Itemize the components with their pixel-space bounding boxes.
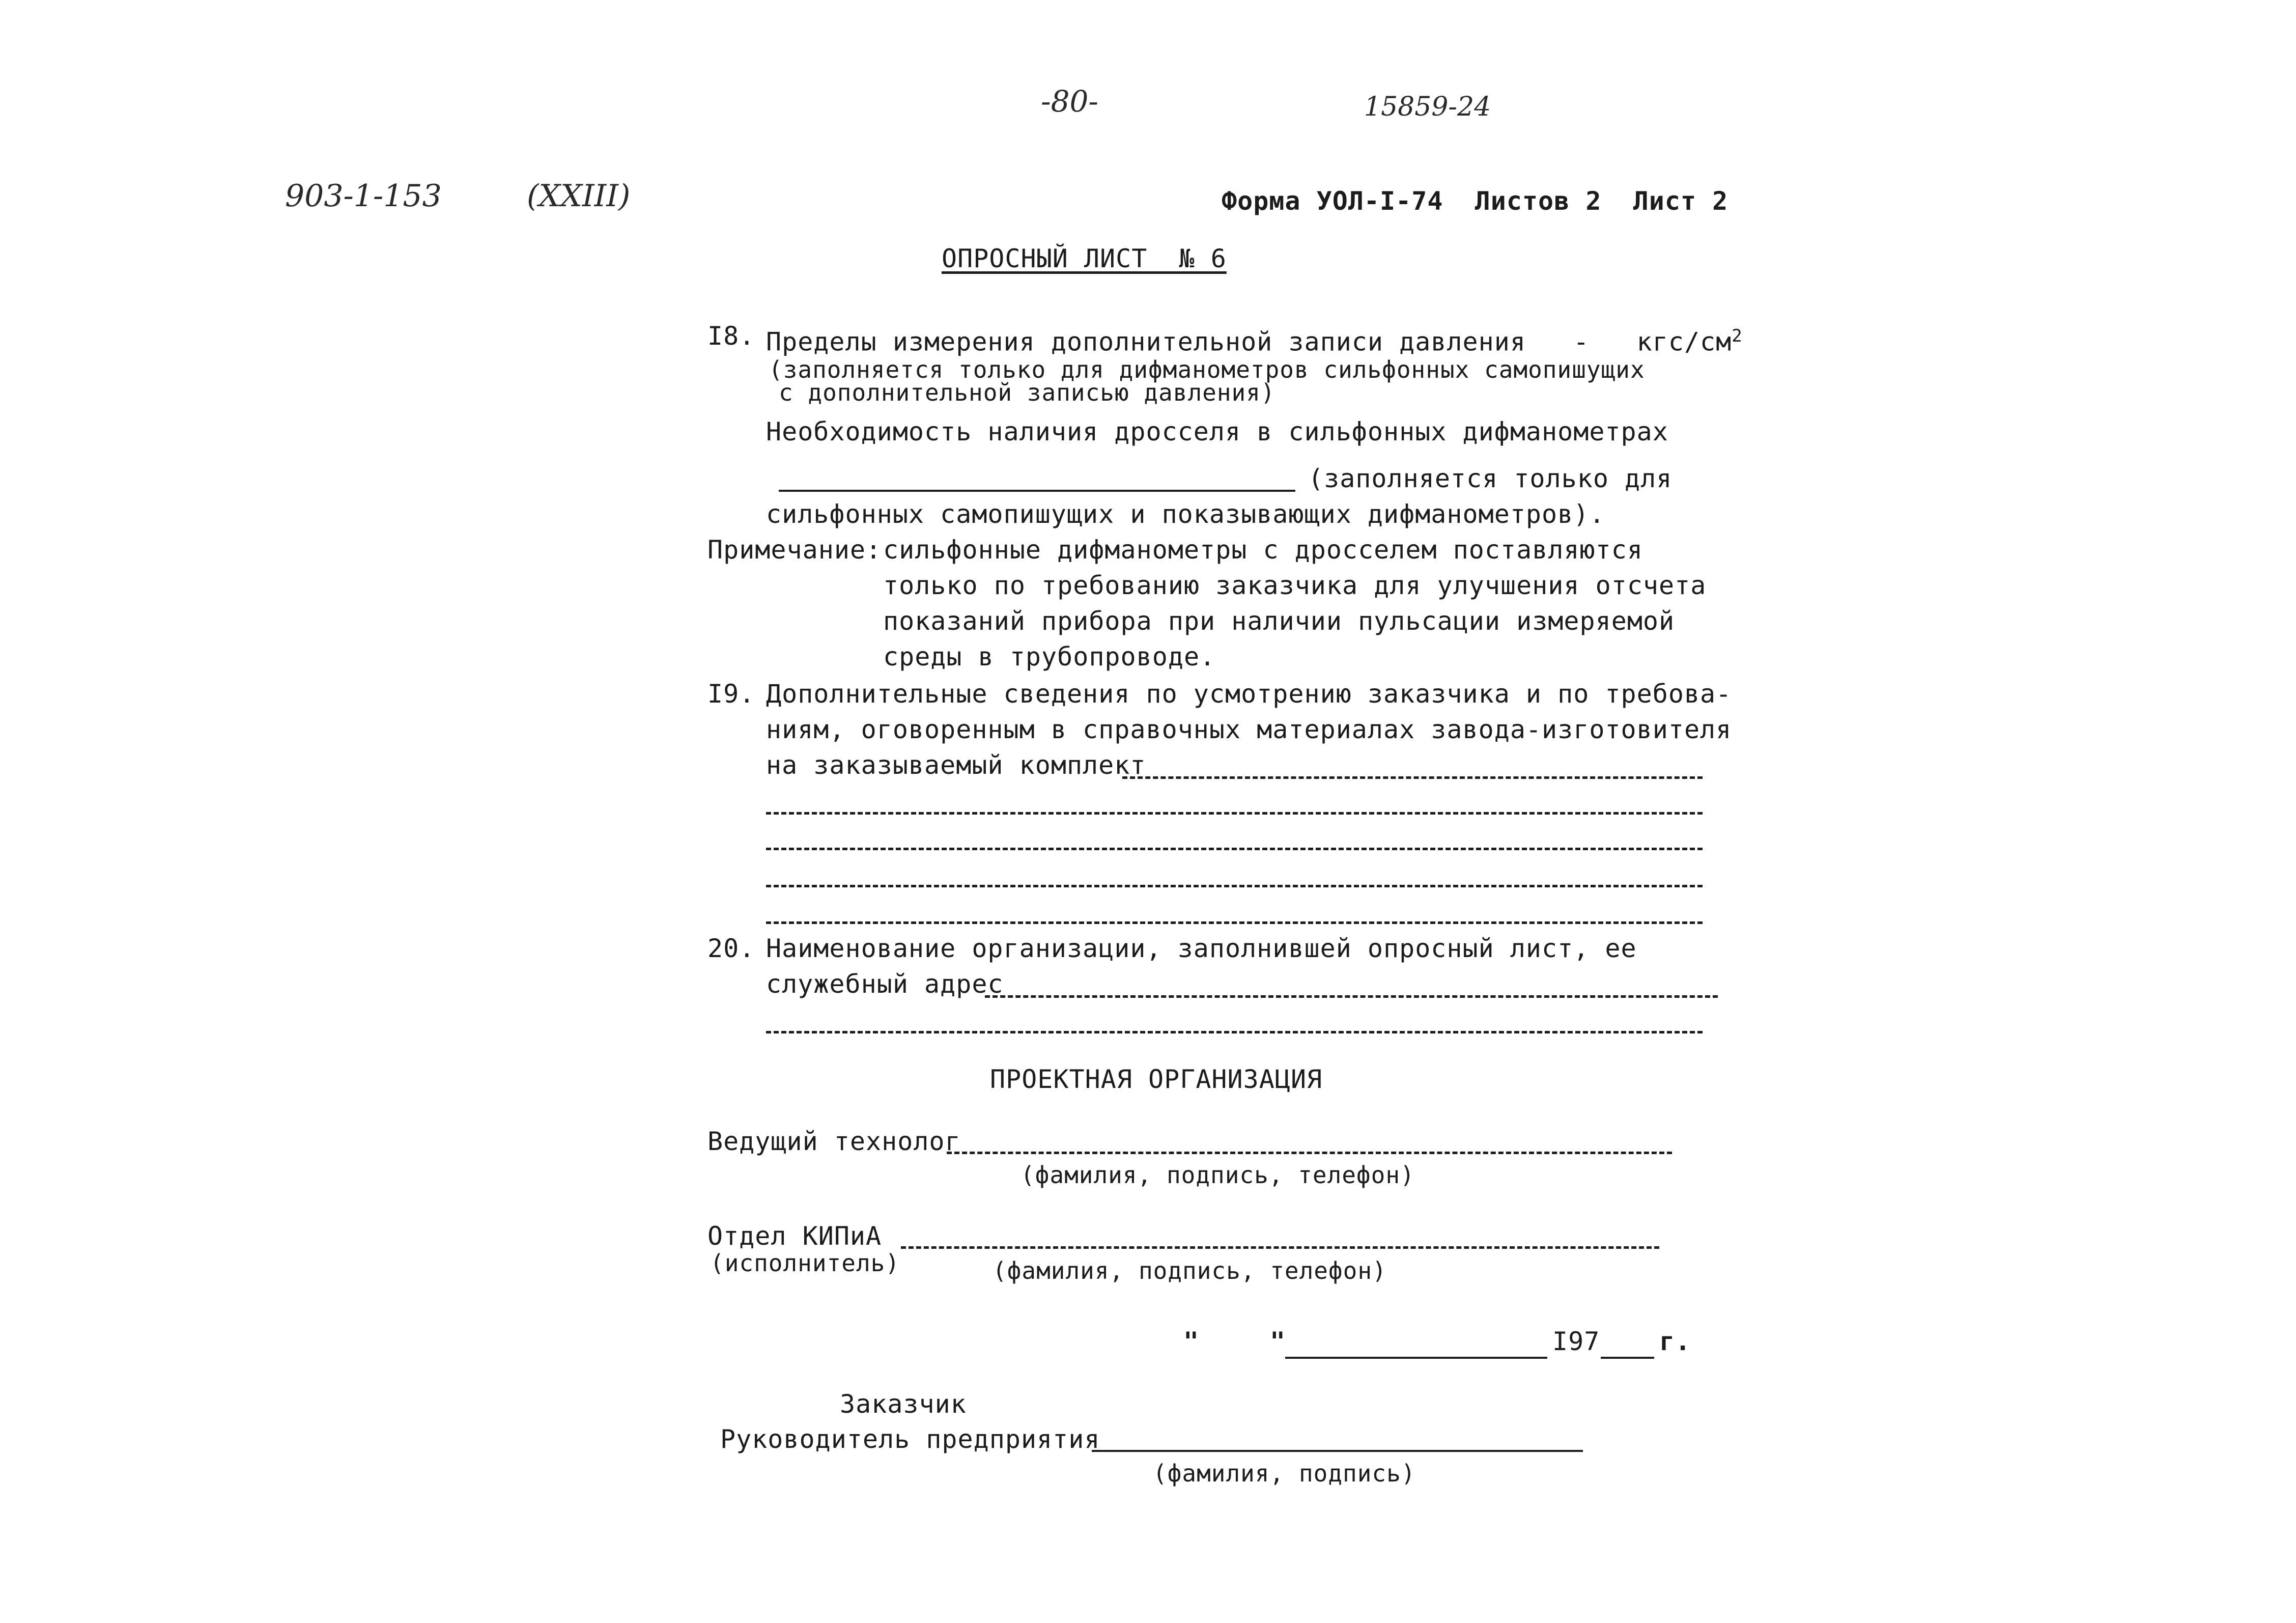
remark-line1: сильфонные дифманометры с дросселем поставляются xyxy=(883,535,1643,565)
item-19-answer-line[interactable] xyxy=(766,848,1703,850)
lead-technologist-line[interactable] xyxy=(947,1152,1672,1154)
date-quote-open: " xyxy=(1183,1327,1200,1356)
date-line[interactable] xyxy=(1285,1357,1547,1359)
item-18-line3-suffix: (заполняется только для xyxy=(1308,464,1673,493)
enterprise-head-line[interactable] xyxy=(1092,1450,1583,1452)
item-20-number: 20. xyxy=(707,934,755,963)
year-line[interactable] xyxy=(1601,1357,1654,1359)
remark-line3: показаний прибора при наличии пульсации измеряемой xyxy=(883,606,1675,636)
document-code: 15859-24 xyxy=(1364,92,1491,122)
item-19-answer-line[interactable] xyxy=(766,921,1703,924)
enterprise-head-label: Руководитель предприятия xyxy=(720,1424,1100,1454)
kipia-label: Отдел КИПиА xyxy=(707,1221,882,1251)
item-20-line2: служебный адрес xyxy=(766,969,1004,999)
item-18-line2: Необходимость наличия дросселя в сильфонных дифманометрах xyxy=(766,417,1668,446)
remark-line4: среды в трубопроводе. xyxy=(883,642,1216,671)
year-suffix: г. xyxy=(1659,1327,1691,1356)
kipia-line[interactable] xyxy=(901,1246,1659,1249)
item-19-line2: ниям, оговоренным в справочных материалах завода-изготовителя xyxy=(766,715,1732,744)
lead-technologist-label: Ведущий технолог xyxy=(707,1127,961,1156)
item-18-line4: сильфонных самопишущих и показывающих дифманометров). xyxy=(766,499,1605,529)
lead-technologist-hint: (фамилия, подпись, телефон) xyxy=(1021,1161,1415,1189)
questionnaire-title: ОПРОСНЫЙ ЛИСТ № 6 xyxy=(942,244,1227,273)
remark-line2: только по требованию заказчика для улучшения отсчета xyxy=(883,571,1707,600)
customer-label: Заказчик xyxy=(840,1389,967,1419)
year-prefix: I97 xyxy=(1552,1327,1600,1356)
throttle-answer-line[interactable] xyxy=(779,490,1295,492)
item-18-number: I8. xyxy=(707,321,755,351)
item-19-answer-line[interactable] xyxy=(766,885,1703,887)
kipia-hint: (фамилия, подпись, телефон) xyxy=(993,1257,1387,1284)
enterprise-head-hint: (фамилия, подпись) xyxy=(1153,1460,1416,1487)
address-answer-line[interactable] xyxy=(766,1031,1703,1033)
design-org-title: ПРОЕКТНАЯ ОРГАНИЗАЦИЯ xyxy=(990,1065,1323,1094)
item-20-line1: Наименование организации, заполнившей опросный лист, ее xyxy=(766,934,1637,963)
address-answer-line[interactable] xyxy=(985,995,1718,998)
item-18-note1: (заполняется только для дифманометров сильфонных самопишущих xyxy=(769,356,1645,383)
unit-superscript: 2 xyxy=(1732,326,1743,346)
item-19-line3: на заказываемый комплект xyxy=(766,750,1146,780)
item-19-answer-line[interactable] xyxy=(1122,776,1703,779)
item-19-answer-line[interactable] xyxy=(766,812,1703,815)
kipia-executor: (исполнитель) xyxy=(710,1249,900,1277)
item-19-number: I9. xyxy=(707,679,755,709)
project-code: 903-1-153 xyxy=(285,178,442,214)
item-19-line1: Дополнительные сведения по усмотрению заказчика и по требова- xyxy=(766,679,1732,709)
item-18-line1: Пределы измерения дополнительной записи давления - кгс/$см^2$ xyxy=(766,326,1743,357)
form-info: Форма УОЛ-I-74 Листов 2 Лист 2 xyxy=(1222,186,1728,216)
item-18-note2: с дополнительной записью давления) xyxy=(779,379,1275,406)
remark-label: Примечание: xyxy=(707,535,882,565)
page-number: -80- xyxy=(1041,84,1098,119)
album-number: (XXIII) xyxy=(527,178,631,214)
date-quote-close: " xyxy=(1270,1327,1286,1356)
